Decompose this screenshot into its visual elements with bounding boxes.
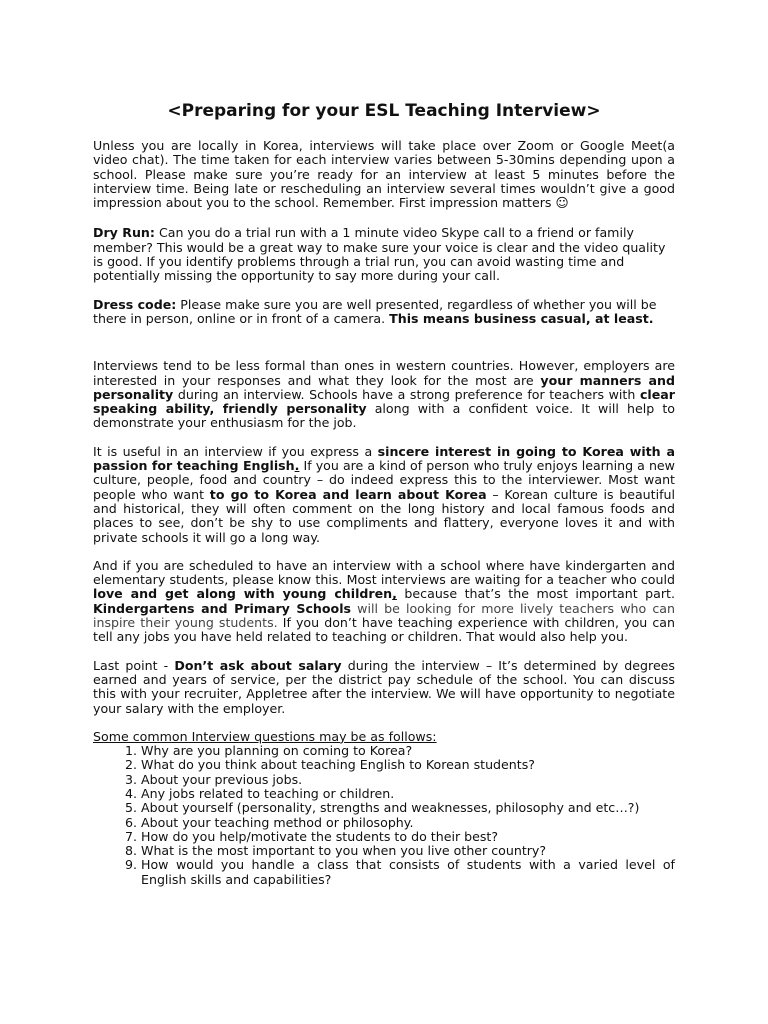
question-item: 5. About yourself (personality, strengths and weaknesses, philosophy and etc…?) bbox=[141, 801, 675, 815]
formality-text-2: during an interview. Schools have a strong preference for teachers with bbox=[173, 386, 640, 402]
dry-run-paragraph bbox=[93, 226, 675, 283]
interest-bold-2: to go to Korea and learn about Korea bbox=[209, 486, 487, 502]
question-item: 2. What do you think about teaching English to Korean students? bbox=[141, 758, 675, 772]
dress-code-text: Please make sure you are well presented, regardless of whether you will be there in person, online or in front of a camera. bbox=[93, 296, 657, 326]
salary-text-2: during the interview – It’s determined by degrees earned and years of service, per the district pay schedule of the school. You can discuss this with your recruiter, Appletree after the interview. We will have opportunity to negotiate your salary with the employer. bbox=[93, 657, 675, 716]
question-item: 8. What is the most important to you when you live other country? bbox=[141, 844, 675, 858]
interest-underline-1: . bbox=[294, 458, 300, 474]
kinder-text-3: If you don’t have teaching experience with children, you can tell any jobs you have held related to teaching or children. That would also help you. bbox=[93, 615, 675, 645]
question-item: 1. Why are you planning on coming to Korea? bbox=[141, 744, 675, 758]
interest-text-1: It is useful in an interview if you express a bbox=[93, 443, 378, 459]
salary-bold-1: Don’t ask about salary bbox=[174, 657, 342, 673]
dry-run-label: Dry Run: bbox=[93, 225, 155, 241]
formality-bold-2: clear speaking ability, friendly personality bbox=[93, 386, 675, 417]
formality-paragraph bbox=[93, 359, 675, 430]
question-item: 3. About your previous jobs. bbox=[141, 773, 675, 787]
question-item: 9. How would you handle a class that consists of students with a varied level of English skills and capabilities? bbox=[141, 858, 675, 887]
document-page bbox=[93, 100, 675, 887]
dress-code-label: Dress code: bbox=[93, 296, 177, 312]
salary-text-1: Last point - bbox=[93, 657, 175, 673]
questions-heading: Some common Interview questions may be as follows: bbox=[93, 728, 437, 744]
dry-run-text: Can you do a trial run with a 1 minute video Skype call to a friend or family member? This would be a great way to make sure your voice is clear and the video quality is good. If you identify problems through a trial run, you can avoid wasting time and potentially missing the opportunity to say more during your call. bbox=[93, 225, 666, 284]
kindergarten-paragraph bbox=[93, 559, 675, 645]
dress-code-paragraph bbox=[93, 298, 675, 327]
kinder-bold-1: love and get along with young children bbox=[93, 586, 393, 602]
kinder-underline-1: , bbox=[392, 586, 397, 602]
formality-text-1: Interviews tend to be less formal than ones in western countries. However, employers are interested in your responses and what they look for the most are bbox=[93, 358, 675, 388]
kinder-text-1: And if you are scheduled to have an interview with a school where have kindergarten and elementary students, please know this. Most interviews are waiting for a teacher who could bbox=[93, 557, 675, 588]
interest-paragraph bbox=[93, 445, 675, 545]
page-title: <Preparing for your ESL Teaching Interview> bbox=[167, 101, 601, 121]
interest-bold-1: sincere interest in going to Korea with a passion for teaching English bbox=[93, 443, 675, 474]
salary-paragraph bbox=[93, 659, 675, 716]
intro-paragraph: Unless you are locally in Korea, interviews will take place over Zoom or Google Meet(a video chat). The time taken for each interview varies between 5-30mins depending upon a school. Please make sure you’re ready for an interview at least 5 minutes before the interview time. Being late or rescheduling an interview several times wouldn’t give a good impression about you to the school. Remember. First impression matters ☺ bbox=[93, 138, 675, 211]
questions-list bbox=[93, 744, 675, 887]
interest-text-2: If you are a kind of person who truly enjoys learning a new culture, people, food and country – do indeed express this to the interviewer. Most want people who want bbox=[93, 458, 675, 502]
question-item: 7. How do you help/motivate the students to do their best? bbox=[141, 830, 675, 844]
question-item: 4. Any jobs related to teaching or children. bbox=[141, 787, 675, 801]
dress-code-emphasis: This means business casual, at least. bbox=[389, 310, 654, 326]
formality-bold-1: your manners and personality bbox=[93, 372, 675, 402]
kinder-text-2: because that’s the most important part. bbox=[396, 586, 675, 602]
formality-text-3: along with a confident voice. It will help to demonstrate your enthusiasm for the job. bbox=[93, 401, 675, 431]
interest-text-3: – Korean culture is beautiful and historical, they will often comment on the long history and local famous foods and places to see, don’t be shy to use compliments and flattery, everyone loves it and with private schools it will go a long way. bbox=[93, 486, 676, 545]
kinder-gray-text: will be looking for more lively teachers who can inspire their young students. bbox=[93, 600, 675, 631]
kinder-bold-2: Kindergartens and Primary Schools bbox=[93, 600, 352, 616]
question-item: 6. About your teaching method or philosophy. bbox=[141, 816, 675, 830]
